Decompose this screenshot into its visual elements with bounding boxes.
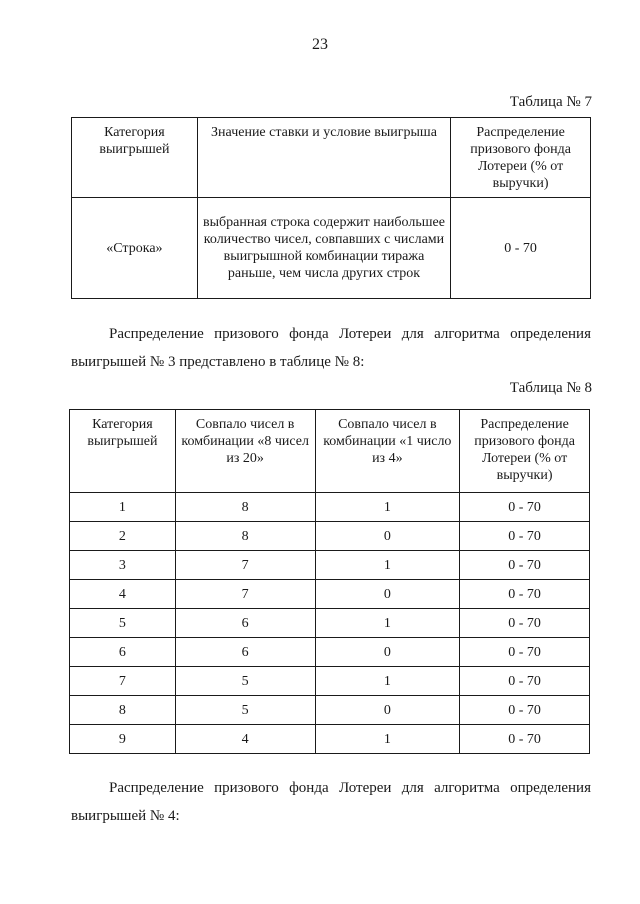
page-number: 23 — [312, 36, 328, 53]
paragraph-1-line-1: Распределение призового фонда Лотереи для алгоритма определения — [109, 326, 591, 342]
header-category: Категория выигрышей — [70, 410, 176, 493]
table-row — [70, 638, 590, 667]
table-8 — [69, 409, 590, 754]
cell-matched-8-of-20: 7 — [175, 551, 315, 580]
cell-category: 9 — [70, 725, 176, 754]
cell-matched-1-of-4: 1 — [315, 609, 460, 638]
table-row — [70, 696, 590, 725]
header-matched-8-of-20: Совпало чисел в комбинации «8 чисел из 20» — [175, 410, 315, 493]
cell-category: 7 — [70, 667, 176, 696]
cell-matched-8-of-20: 6 — [175, 638, 315, 667]
table-row — [70, 725, 590, 754]
cell-matched-8-of-20: 8 — [175, 522, 315, 551]
cell-category: 1 — [70, 493, 176, 522]
table-row — [70, 609, 590, 638]
cell-category: 5 — [70, 609, 176, 638]
table-header-row — [70, 410, 590, 493]
cell-distribution: 0 - 70 — [460, 522, 590, 551]
cell-matched-1-of-4: 1 — [315, 667, 460, 696]
table-7 — [71, 117, 591, 299]
cell-distribution: 0 - 70 — [460, 493, 590, 522]
table-row — [70, 667, 590, 696]
cell-distribution: 0 - 70 — [460, 551, 590, 580]
header-category: Категория выигрышей — [72, 118, 198, 198]
header-bet-condition: Значение ставки и условие выигрыша — [197, 118, 450, 198]
paragraph-1-line-2: выигрышей № 3 представлено в таблице № 8: — [71, 354, 365, 370]
cell-distribution: 0 - 70 — [460, 580, 590, 609]
cell-matched-8-of-20: 8 — [175, 493, 315, 522]
cell-distribution: 0 - 70 — [451, 198, 591, 299]
cell-matched-8-of-20: 5 — [175, 667, 315, 696]
paragraph-2-line-1: Распределение призового фонда Лотереи для алгоритма определения — [109, 780, 591, 796]
cell-category: 6 — [70, 638, 176, 667]
table8-caption: Таблица № 8 — [509, 380, 592, 396]
cell-distribution: 0 - 70 — [460, 696, 590, 725]
header-prize-distribution: Распределение призового фонда Лотереи (% от выручки) — [451, 118, 591, 198]
cell-matched-8-of-20: 5 — [175, 696, 315, 725]
table-row — [70, 551, 590, 580]
cell-distribution: 0 - 70 — [460, 667, 590, 696]
cell-matched-1-of-4: 0 — [315, 522, 460, 551]
cell-condition: выбранная строка содержит наибольшее количество чисел, совпавших с числами выигрышной комбинации тиража раньше, чем числа других строк — [197, 198, 450, 299]
paragraph-2-line-2: выигрышей № 4: — [71, 808, 180, 824]
cell-category: 8 — [70, 696, 176, 725]
paragraph-2 — [71, 774, 591, 830]
cell-matched-8-of-20: 6 — [175, 609, 315, 638]
cell-distribution: 0 - 70 — [460, 725, 590, 754]
cell-matched-1-of-4: 1 — [315, 551, 460, 580]
cell-category: 4 — [70, 580, 176, 609]
cell-matched-1-of-4: 1 — [315, 725, 460, 754]
table-row — [70, 580, 590, 609]
cell-matched-1-of-4: 0 — [315, 580, 460, 609]
table-header-row — [72, 118, 591, 198]
cell-distribution: 0 - 70 — [460, 638, 590, 667]
cell-matched-8-of-20: 4 — [175, 725, 315, 754]
table-row — [70, 493, 590, 522]
cell-matched-8-of-20: 7 — [175, 580, 315, 609]
table-row — [70, 522, 590, 551]
header-matched-1-of-4: Совпало чисел в комбинации «1 число из 4» — [315, 410, 460, 493]
cell-category: 3 — [70, 551, 176, 580]
table7-caption: Таблица № 7 — [509, 94, 592, 110]
cell-matched-1-of-4: 0 — [315, 696, 460, 725]
header-prize-distribution: Распределение призового фонда Лотереи (% от выручки) — [460, 410, 590, 493]
cell-category: 2 — [70, 522, 176, 551]
cell-matched-1-of-4: 1 — [315, 493, 460, 522]
cell-category: «Строка» — [72, 198, 198, 299]
table-row — [72, 198, 591, 299]
cell-distribution: 0 - 70 — [460, 609, 590, 638]
cell-matched-1-of-4: 0 — [315, 638, 460, 667]
paragraph-1 — [71, 320, 591, 376]
